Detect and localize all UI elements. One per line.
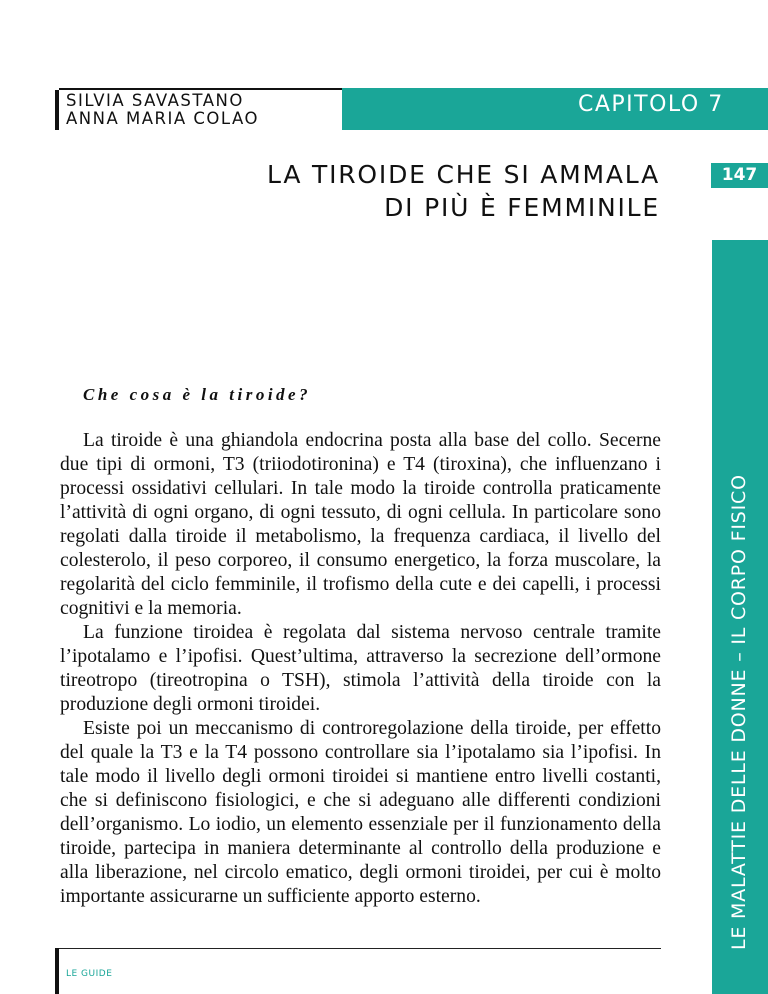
side-label: LE MALATTIE DELLE DONNE – IL CORPO FISICO — [728, 474, 750, 950]
footer-bar — [55, 948, 59, 994]
authors — [66, 92, 259, 128]
title-line-1: LA TIROIDE CHE SI AMMALA — [267, 160, 660, 189]
author-1: SILVIA SAVASTANO — [66, 91, 244, 110]
footer-label: LE GUIDE — [66, 969, 113, 979]
paragraph: Esiste poi un meccanismo di controregolazione della tiroide, per effetto del quale la T3 e la T4 possono controllare sia l’ipotalamo sia l’ipofisi. In tale modo il livello degli ormoni tiroidei si mantiene entro livelli costanti, che si definiscono fisiologici, e che si adeguano alle differenti condizioni dell’organismo. Lo iodio, un elemento essenziale per il funzionamento della tiroide, partecipa in maniera determinante al controllo della produzione e alla liberazione, nel circolo ematico, degli ormoni tiroidei, per cui è molto importante assicurarne un sufficiente apporto esterno. — [60, 718, 661, 907]
body-text — [60, 429, 661, 909]
title-line-2: DI PIÙ È FEMMINILE — [384, 193, 660, 222]
page-number: 147 — [711, 163, 768, 188]
author-2: ANNA MARIA COLAO — [66, 109, 259, 128]
header-rule — [59, 88, 342, 90]
footer-rule — [59, 948, 661, 949]
chapter-label: CAPITOLO 7 — [578, 92, 724, 117]
paragraph: La tiroide è una ghiandola endocrina posta alla base del collo. Secerne due tipi di ormoni, T3 (triiodotironina) e T4 (tiroxina), che influenzano i processi ossidativi cellulari. In tale modo la tiroide controlla praticamente l’attività di ogni organo, di ogni tessuto, di ogni cellula. In particolare sono regolati dalla tiroide il metabolismo, la frequenza cardiaca, il livello del colesterolo, il peso corporeo, il consumo energetico, la forza muscolare, la regolarità del ciclo femminile, il trofismo della cute e dei capelli, i processi cognitivi e la memoria. — [60, 430, 661, 619]
section-heading: Che cosa è la tiroide? — [83, 385, 312, 404]
authors-bar — [55, 90, 59, 130]
page-title — [267, 158, 660, 224]
paragraph: La funzione tiroidea è regolata dal sistema nervoso centrale tramite l’ipotalamo e l’ipofisi. Quest’ultima, attraverso la secrezione dell’ormone tireotropo (tireotropina o TSH), stimola l’attività della tiroide con la produzione degli ormoni tiroidei. — [60, 622, 661, 715]
